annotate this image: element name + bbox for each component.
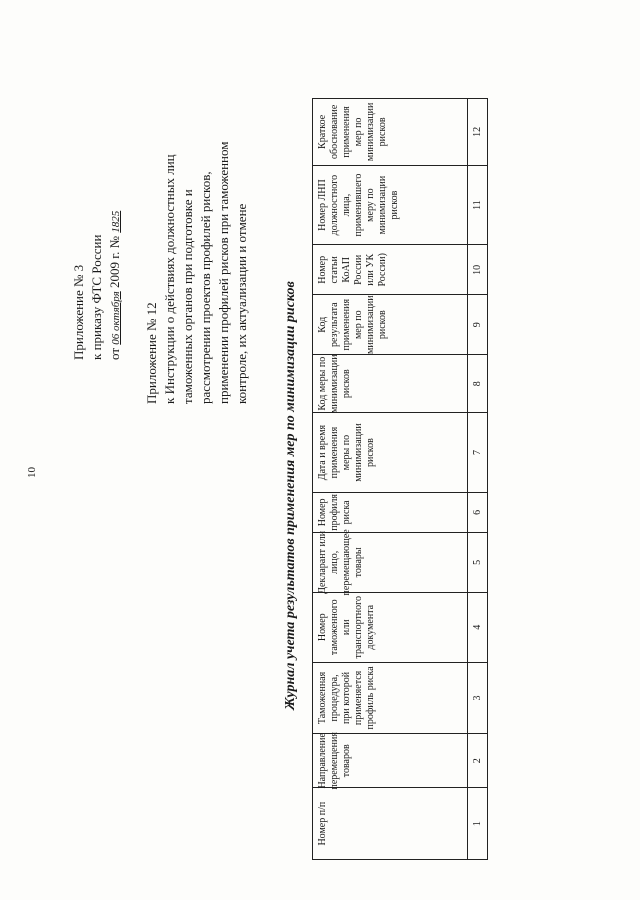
journal-title: Журнал учета результатов применения мер по минимизации рисков (283, 281, 298, 710)
column-number: 3 (472, 695, 483, 701)
column-number: 11 (472, 200, 483, 210)
journal-table (312, 98, 488, 860)
appendix-line: рассмотрении проектов профилей рисков, (198, 171, 213, 404)
order-date: 06 октября (110, 291, 122, 345)
table-column (313, 592, 487, 662)
column-number: 9 (472, 322, 483, 328)
year-text: 2009 г. № (107, 236, 122, 289)
column-header: Номер ЛНП должностного лица, применившего меру по минимизации рисков (313, 166, 468, 245)
order-number: 1825 (110, 210, 122, 233)
column-number: 6 (472, 509, 483, 515)
column-number: 5 (472, 559, 483, 565)
appendix-line: к Инструкции о действиях должностных лиц (162, 154, 177, 404)
table-column (313, 99, 487, 165)
column-number: 12 (472, 126, 483, 137)
table-column (313, 732, 487, 790)
table-column (313, 529, 487, 596)
order-header (70, 60, 125, 360)
column-header: Направление перемещения товаров (313, 734, 468, 787)
table-column (313, 662, 487, 734)
table-column (313, 412, 487, 492)
column-header: Таможенная процедура, при которой применяется профиль риска (313, 663, 468, 734)
appendix-line: контроле, их актуализации и отмене (234, 203, 249, 404)
column-header: Декларант или лицо, перемещающее товары (313, 533, 468, 592)
column-header: Код меры по минимизации рисков (313, 355, 468, 412)
table-column (313, 354, 487, 412)
appendix-line: применении профилей рисков при таможенном (216, 141, 231, 404)
appendix-header (143, 104, 251, 404)
column-number: 8 (472, 381, 483, 387)
table-column (313, 244, 487, 294)
date-prefix: от (107, 347, 122, 360)
appendix-line: таможенных органов при подготовке и (180, 189, 195, 404)
column-number: 10 (472, 264, 483, 275)
column-number: 4 (472, 624, 483, 630)
column-header: Краткое обоснование применения мер по минимизации рисков (313, 99, 468, 165)
table-column (313, 165, 487, 245)
page-number: 10 (26, 467, 38, 478)
column-header: Номер таможенного или транспортного документа (313, 593, 468, 662)
table-column (313, 492, 487, 532)
order-header-line1: Приложение № 3 (71, 264, 86, 360)
appendix-title: Приложение № 12 (144, 302, 159, 404)
column-header: Номер профиля риска (313, 493, 468, 532)
column-header: Дата и время применения меры по минимизации рисков (313, 413, 468, 492)
column-number: 2 (472, 758, 483, 764)
table-column (313, 294, 487, 354)
column-number: 1 (472, 821, 483, 827)
column-header: Код результата применения мер по минимизации рисков (313, 295, 468, 354)
column-header: Номер п/п (313, 788, 468, 859)
order-date-line (106, 60, 125, 360)
column-header: Номер статьи КоАП России или УК России) (313, 245, 468, 294)
column-number: 7 (472, 450, 483, 456)
table-column (313, 787, 487, 859)
order-header-line2: к приказу ФТС России (89, 234, 104, 360)
